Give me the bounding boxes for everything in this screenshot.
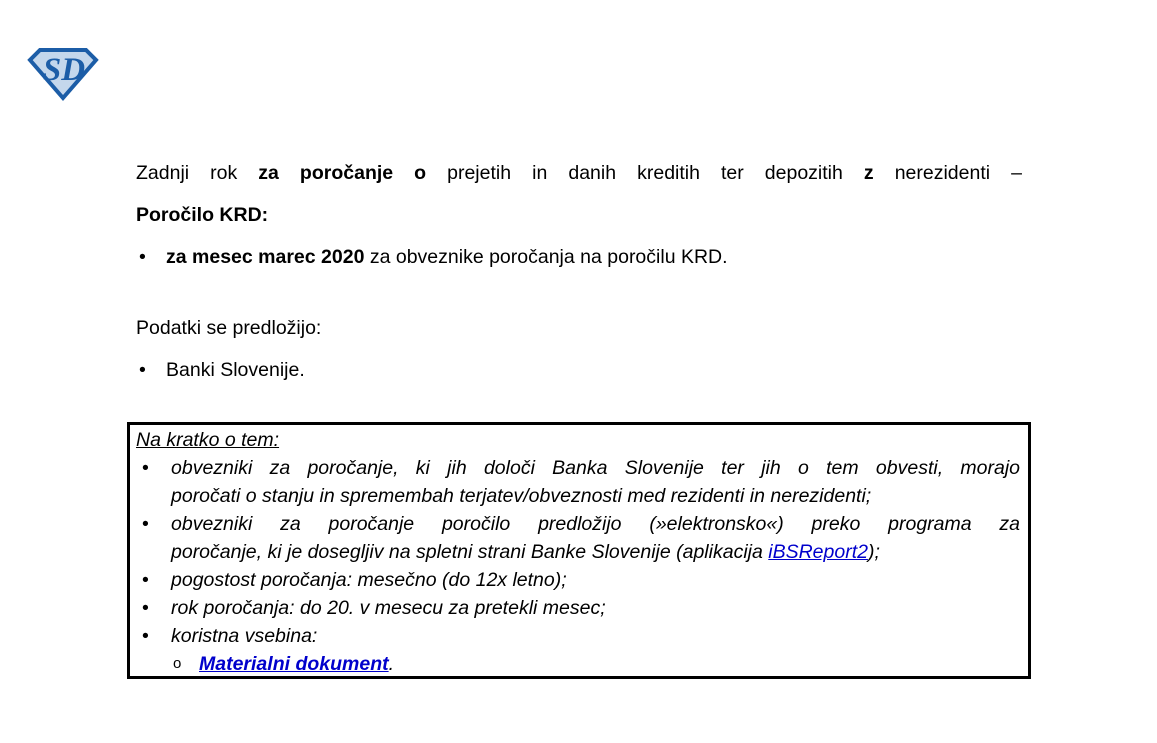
logo-letters: SD (42, 52, 86, 88)
bullet-icon: • (142, 597, 149, 619)
bullet-icon: • (142, 513, 149, 535)
podatki-bullet-text: Banki Slovenije. (166, 359, 305, 381)
box-bullet-3-text: pogostost poročanja: mesečno (do 12x letno); (171, 569, 567, 591)
box-bullet-5-text: koristna vsebina: (171, 625, 318, 647)
box-bullet-1-line-1: obvezniki za poročanje, ki jih določi Banka Slovenije ter jih o tem obvesti, morajo (171, 457, 1020, 479)
box-bullet-4 (136, 594, 1020, 622)
bullet-icon: • (139, 359, 146, 381)
podatki-heading: Podatki se predložijo: (136, 317, 322, 339)
sd-logo-graphic (27, 44, 99, 102)
intro-line-2: Poročilo KRD: (136, 204, 269, 226)
box-sub-bullet-post: . (388, 653, 395, 675)
bullet-icon: • (142, 625, 149, 647)
sd-logo (27, 44, 99, 102)
intro-text: Zadnji rok (136, 162, 259, 184)
deadline-bold: za mesec marec 2020 (166, 246, 365, 268)
box-bullet-1-text (171, 454, 1020, 510)
box-bullet-2-line-2 (171, 538, 1020, 566)
box-bullet-1-line-2: poročati o stanju in spremembah terjatev/obveznosti med rezidenti in nerezidenti; (171, 485, 872, 507)
document-body (136, 152, 1022, 391)
circle-bullet-icon: o (173, 655, 182, 672)
deadline-rest: za obveznike poročanja na poročilu KRD. (364, 246, 728, 268)
box-bullet-5 (136, 622, 1020, 650)
box-title: Na kratko o tem: (136, 429, 280, 451)
bullet-icon: • (142, 569, 149, 591)
box-bullet-2-pre: poročanje, ki je dosegljiv na spletni strani Banke Slovenije (aplikacija (171, 541, 769, 563)
box-bullet-2-text (171, 510, 1020, 566)
materialni-dokument-link[interactable]: Materialni dokument (199, 653, 389, 675)
box-bullet-2-post: ); (867, 541, 880, 563)
ibsreport2-link[interactable]: iBSReport2 (768, 541, 868, 563)
box-bullet-3 (136, 566, 1020, 594)
deadline-bullet-text (166, 236, 1022, 278)
box-bullet-2 (136, 510, 1020, 566)
intro-paragraph (136, 152, 1022, 236)
box-bullet-4-text: rok poročanja: do 20. v mesecu za pretekli mesec; (171, 597, 606, 619)
bullet-icon: • (142, 457, 149, 479)
box-sub-bullet (171, 650, 1020, 678)
summary-box (127, 422, 1031, 679)
box-bullet-1 (136, 454, 1020, 510)
box-sub-bullet-text (199, 650, 394, 678)
box-bullet-2-line-1: obvezniki za poročanje poročilo predložijo (»elektronsko«) preko programa za (171, 513, 1020, 535)
podatki-bullet-item (136, 349, 1022, 391)
deadline-bullet-item (136, 236, 1022, 278)
bullet-icon: • (139, 246, 146, 268)
intro-line-1 (136, 152, 1022, 194)
intro-text-bold: za poročanje o (258, 162, 427, 184)
intro-text: nerezidenti – (873, 162, 1022, 184)
intro-text-bold: z (863, 162, 874, 184)
intro-text: prejetih in danih kreditih ter depozitih (426, 162, 864, 184)
